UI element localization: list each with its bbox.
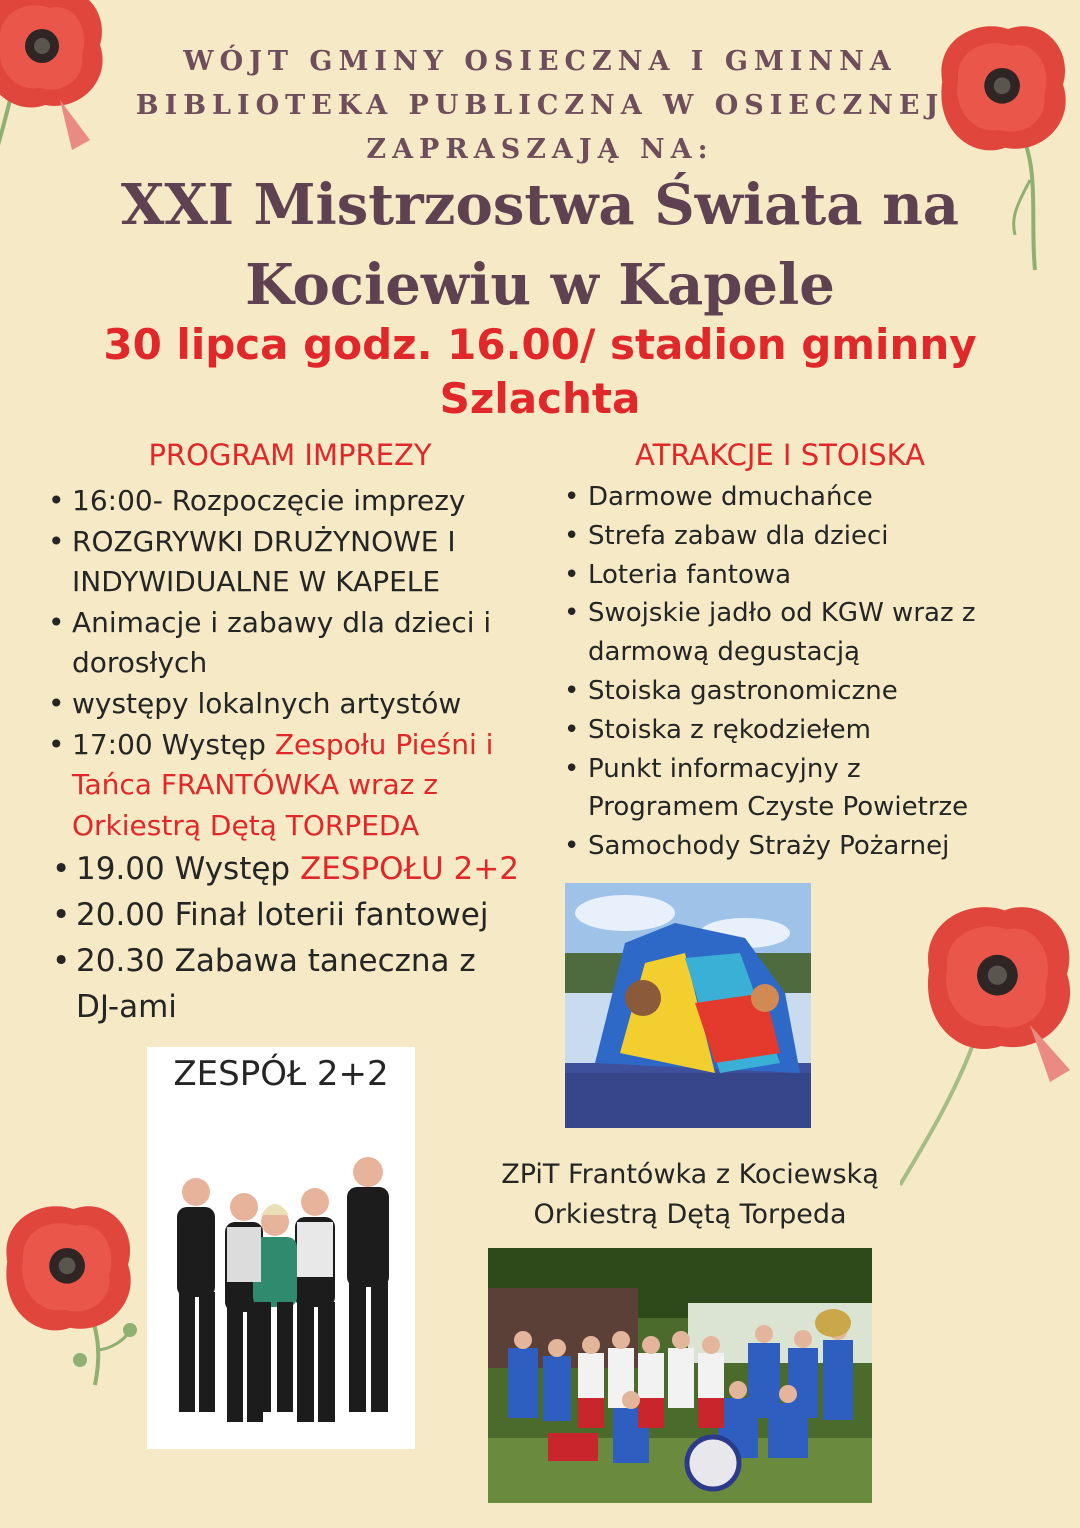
intro-line: WÓJT GMINY OSIECZNA I GMINNA — [183, 46, 897, 77]
program-item: • 16:00- Rozpoczęcie imprezy — [48, 481, 548, 522]
band-card — [147, 1047, 415, 1449]
caption-line: Orkiestrą Dętą Torpeda — [533, 1199, 847, 1230]
poppy-flower-icon — [0, 1200, 150, 1390]
program-item: • 20.00 Finał loterii fantowej — [52, 892, 548, 938]
band-photo — [147, 1117, 415, 1449]
attraction-item: • Stoiska gastronomiczne — [564, 672, 1044, 711]
intro-line: ZAPRASZAJĄ NA: — [366, 134, 714, 165]
program-item: • 19.00 Występ ZESPOŁU 2+2 — [52, 846, 548, 892]
attraction-item: • Stoiska z rękodziełem — [564, 711, 1044, 750]
program-item: • 17:00 Występ Zespołu Pieśni i Tańca FRANTÓWKA wraz z Orkiestrą Dętą TORPEDA — [48, 725, 522, 847]
program-item: • Animacje i zabawy dla dzieci i dorosłych — [48, 603, 542, 684]
attractions-list — [564, 478, 1044, 866]
attraction-item: • Strefa zabaw dla dzieci — [564, 517, 1044, 556]
program-heading: PROGRAM IMPREZY — [148, 438, 432, 472]
attractions-heading: ATRAKCJE I STOISKA — [635, 438, 925, 472]
program-item: • 20.30 Zabawa taneczna z DJ-ami — [52, 938, 506, 1030]
program-item: • występy lokalnych artystów — [48, 684, 548, 725]
bouncy-castle-photo — [565, 883, 811, 1128]
program-item: • ROZGRYWKI DRUŻYNOWE I INDYWIDUALNE W KAPELE — [48, 522, 492, 603]
intro-line: BIBLIOTEKA PUBLICZNA W OSIECZNEJ — [135, 90, 945, 121]
attraction-item: • Punkt informacyjny z Programem Czyste Powietrze — [564, 750, 1018, 828]
program-list — [48, 481, 548, 1030]
date-line: 30 lipca godz. 16.00/ stadion gminny — [103, 320, 977, 369]
attraction-item: • Loteria fantowa — [564, 556, 1044, 595]
band-card-label: ZESPÓŁ 2+2 — [173, 1054, 389, 1094]
date-line: Szlachta — [439, 374, 641, 423]
caption-line: ZPiT Frantówka z Kociewską — [501, 1159, 879, 1190]
frantowka-group-photo — [488, 1248, 872, 1503]
title-line: Kociewiu w Kapele — [245, 252, 835, 318]
attraction-item: • Swojskie jadło od KGW wraz z darmową degustacją — [564, 594, 1028, 672]
frantowka-caption — [430, 1155, 950, 1235]
invitation-text — [0, 40, 1080, 172]
event-date-location — [0, 318, 1080, 426]
poppy-flower-icon — [900, 895, 1080, 1195]
attraction-item: • Samochody Straży Pożarnej — [564, 827, 1044, 866]
event-title — [0, 165, 1080, 325]
title-line: XXI Mistrzostwa Świata na — [120, 172, 960, 238]
attraction-item: • Darmowe dmuchańce — [564, 478, 1044, 517]
